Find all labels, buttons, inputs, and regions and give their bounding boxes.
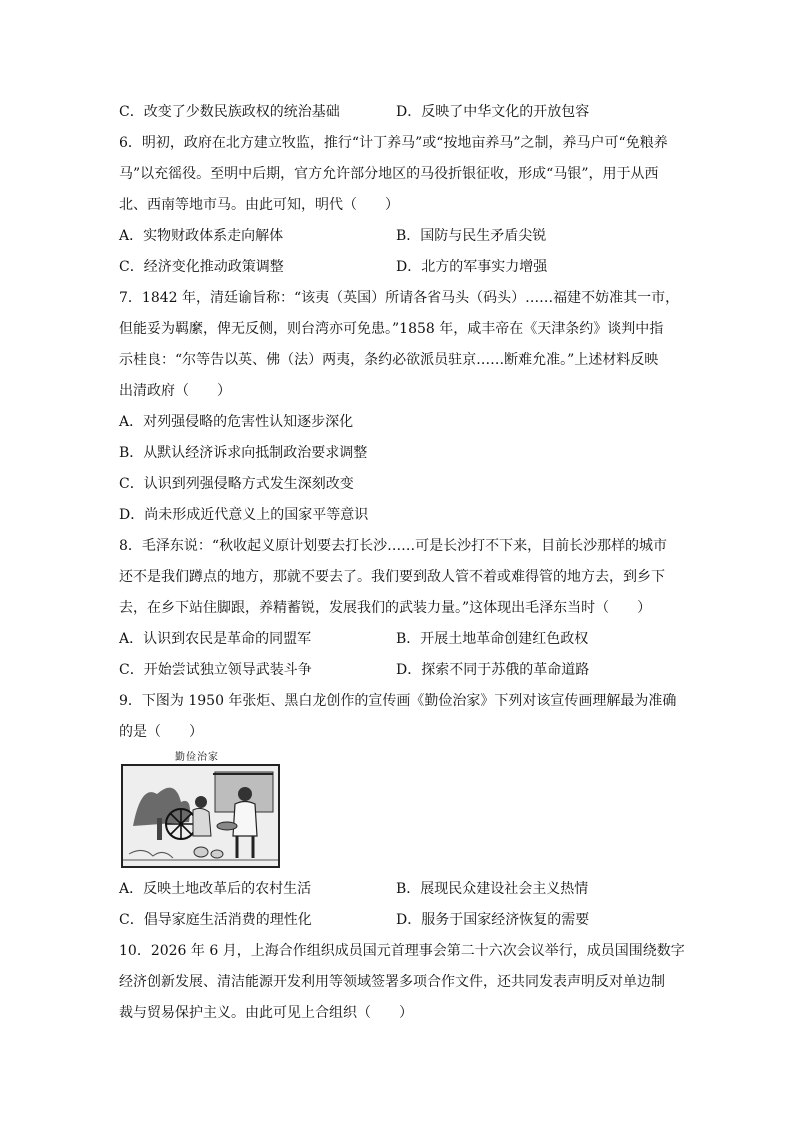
q8-options-cd	[119, 655, 679, 686]
q10-stem-line-3: 裁与贸易保护主义。由此可见上合组织（ ）	[119, 1005, 413, 1021]
q7-option-a[interactable]: A．对列强侵略的危害性认知逐步深化	[119, 414, 354, 430]
exam-page	[119, 97, 685, 1029]
q7-option-d[interactable]: D．尚未形成近代意义上的国家平等意识	[119, 507, 369, 523]
q6-stem-line-2: 马”以充徭役。至明中后期，官方允许部分地区的马役折银征收，形成“马银”，用于从西	[119, 166, 659, 182]
poster-illustration-icon	[123, 766, 278, 866]
propaganda-poster-image	[121, 764, 280, 868]
q6-option-c[interactable]: C．经济变化推动政策调整	[119, 259, 284, 275]
q8-option-c[interactable]: C．开始尝试独立领导武装斗争	[119, 662, 312, 678]
q6-stem-line-3: 北、西南等地市马。由此可知，明代（ ）	[119, 197, 399, 213]
q9-propaganda-figure	[119, 754, 679, 874]
q9-option-c[interactable]: C．倡导家庭生活消费的理性化	[119, 912, 312, 928]
q9-option-a[interactable]: A．反映土地改革后的农村生活	[119, 881, 312, 897]
q6-stem-line-1: 6．明初，政府在北方建立牧监，推行“计丁养马”或“按地亩养马”之制，养马户可“免粮养	[119, 135, 668, 151]
q7-option-c[interactable]: C．认识到列强侵略方式发生深刻改变	[119, 476, 354, 492]
q6-options-cd	[119, 252, 679, 283]
q9-stem-line-2: 的是（ ）	[119, 724, 203, 740]
q8-option-b[interactable]: B．开展土地革命创建红色政权	[396, 631, 589, 647]
q9-option-d[interactable]: D．服务于国家经济恢复的需要	[396, 912, 590, 928]
q9-options-ab	[119, 874, 679, 905]
q10-stem-line-2: 经济创新发展、清洁能源开发利用等领域签署多项合作文件，还共同发表声明反对单边制	[119, 974, 665, 990]
q10-stem-line-1: 10．2026 年 6 月，上海合作组织成员国元首理事会第二十六次会议举行，成员国围绕数字	[119, 943, 685, 959]
q7-stem-line-3: 示桂良：“尔等告以英、佛（法）两夷，条约必欲派员驻京……断难允准。”上述材料反映	[119, 352, 659, 368]
q8-stem-line-3: 去，在乡下站住脚跟，养精蓄锐，发展我们的武装力量。”这体现出毛泽东当时（ ）	[119, 600, 652, 616]
question-8	[119, 531, 679, 686]
q8-options-ab	[119, 624, 679, 655]
q6-option-b[interactable]: B．国防与民生矛盾尖锐	[396, 228, 547, 244]
q8-stem-line-2: 还不是我们蹲点的地方，那就不要去了。我们要到敌人管不着或难得管的地方去，到乡下	[119, 569, 665, 585]
q9-stem-line-1: 9．下图为 1950 年张炬、黑白龙创作的宣传画《勤俭治家》下列对该宣传画理解最为准确	[119, 693, 677, 709]
q8-option-a[interactable]: A．认识到农民是革命的同盟军	[119, 631, 312, 647]
q5-option-d[interactable]: D．反映了中华文化的开放包容	[396, 104, 590, 120]
question-10	[119, 936, 685, 1029]
q7-stem-line-2: 但能妥为羁縻，俾无反侧，则台湾亦可免患。”1858 年，咸丰帝在《天津条约》谈判中指	[119, 321, 664, 337]
q9-option-b[interactable]: B．展现民众建设社会主义热情	[396, 881, 589, 897]
q9-options-cd	[119, 905, 679, 936]
q5-options-cd	[119, 97, 679, 128]
q6-option-d[interactable]: D．北方的军事实力增强	[396, 259, 548, 275]
q9-figure-caption: 勤俭治家	[175, 752, 219, 763]
question-9	[119, 686, 679, 936]
q6-options-ab	[119, 221, 679, 252]
q7-stem-line-1: 7．1842 年，清廷谕旨称：“该夷（英国）所请各省马头（码头）……福建不妨准其一市，	[119, 290, 680, 306]
question-7	[119, 283, 679, 531]
q8-stem-line-1: 8．毛泽东说：“秋收起义原计划要去打长沙……可是长沙打不下来，目前长沙那样的城市	[119, 538, 668, 554]
q8-option-d[interactable]: D．探索不同于苏俄的革命道路	[396, 662, 590, 678]
q7-option-b[interactable]: B．从默认经济诉求向抵制政治要求调整	[119, 445, 368, 461]
q5-option-c[interactable]: C．改变了少数民族政权的统治基础	[119, 104, 340, 120]
q7-stem-line-4: 出清政府（ ）	[119, 383, 231, 399]
question-6	[119, 128, 679, 283]
q6-option-a[interactable]: A．实物财政体系走向解体	[119, 228, 284, 244]
